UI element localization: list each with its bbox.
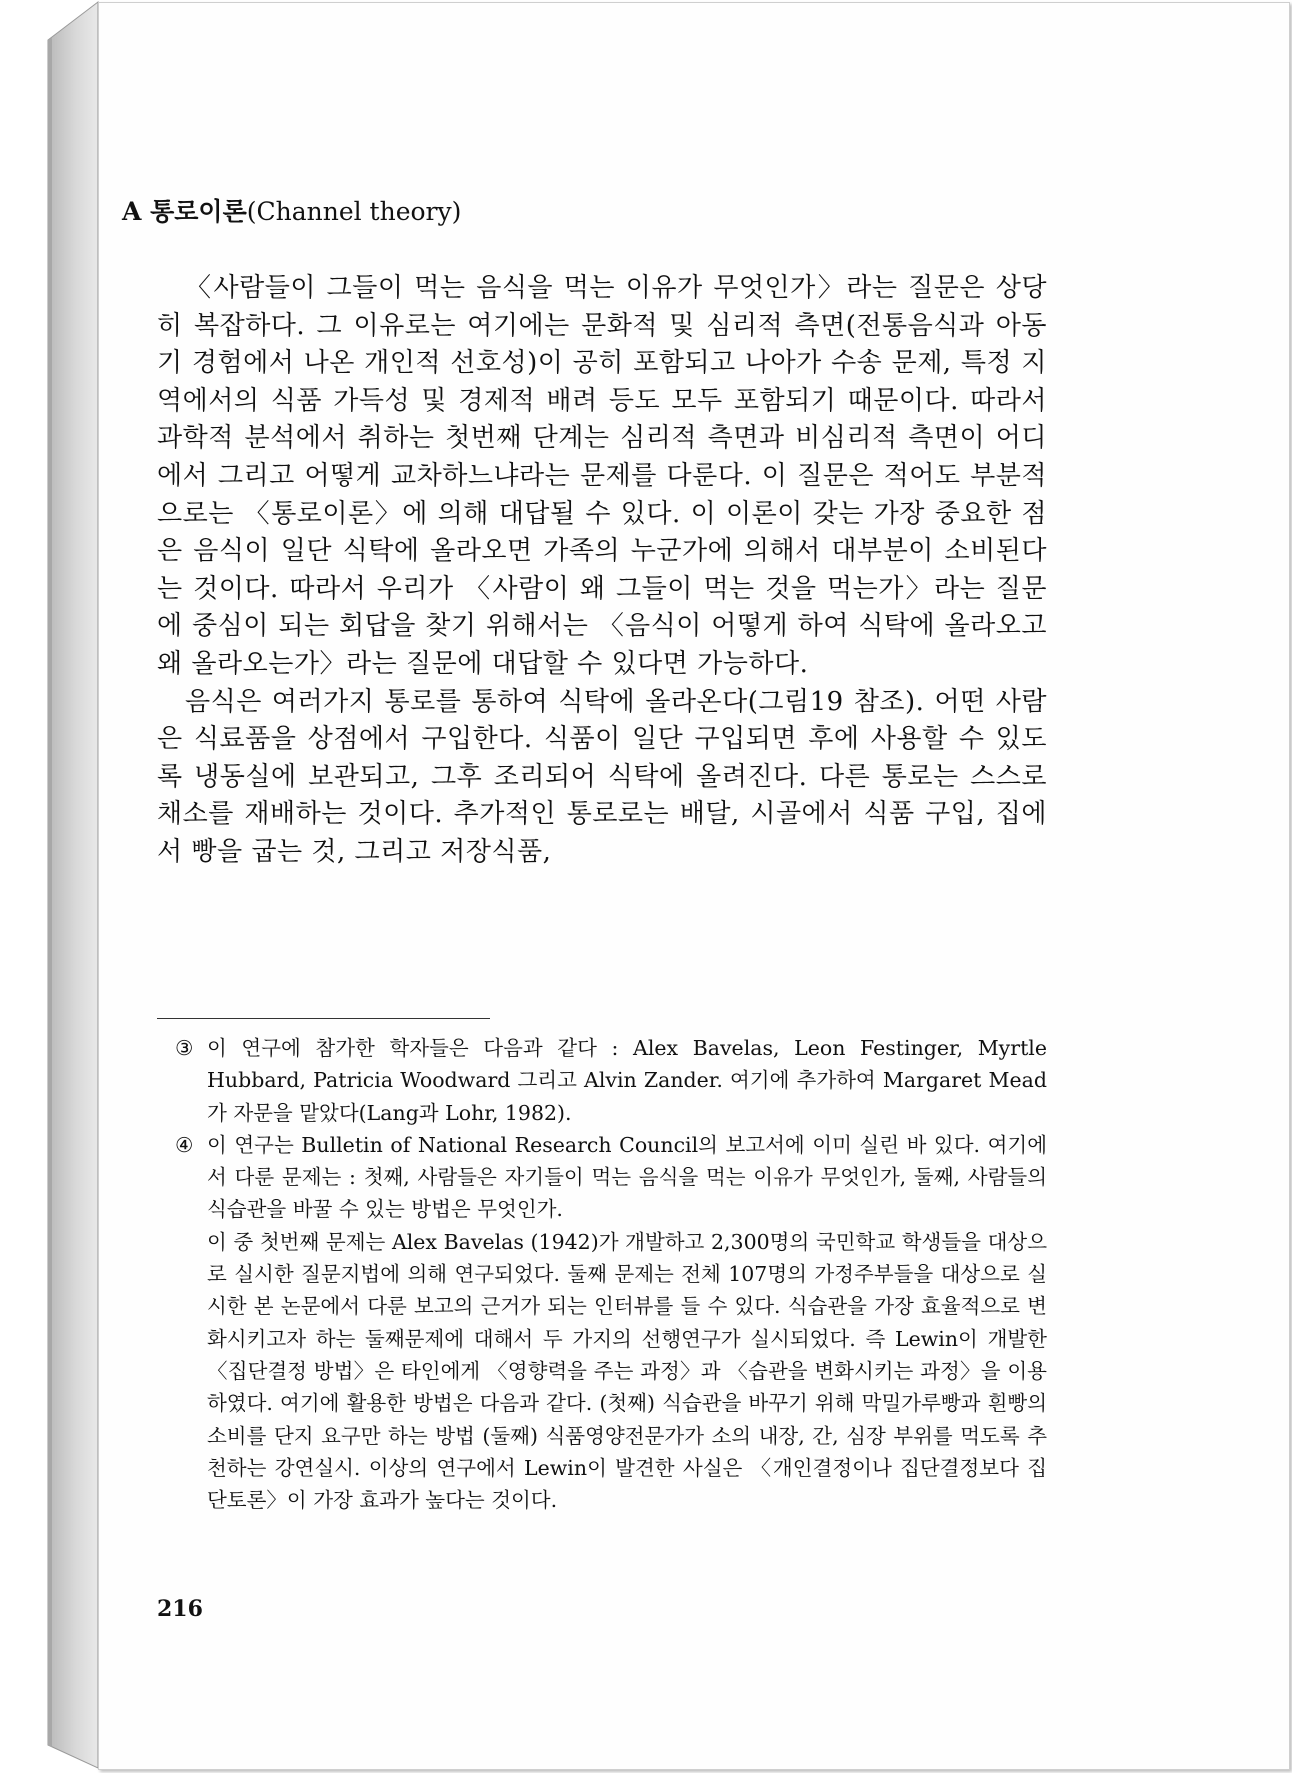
- footnote-marker: ④: [175, 1132, 194, 1157]
- book-spine: [0, 0, 100, 1773]
- page-number: 216: [157, 1596, 203, 1622]
- heading-label: A: [122, 197, 142, 226]
- heading-korean: 통로이론: [150, 197, 247, 226]
- footnote-marker: ③: [175, 1036, 194, 1060]
- body-text: [157, 270, 1047, 872]
- body-paragraph: 음식은 여러가지 통로를 통하여 식탁에 올라온다(그림19 참조). 어떤 사람은 식료품을 상점에서 구입한다. 식품이 일단 구입되면 후에 사용할 수 있도록 냉동실에 보관되고, 그후 조리되어 식탁에 올려진다. 다른 통로는 스스로 채소를 재배하는 것이다. 추가적인 통로로는 배달, 시골에서 식품 구입, 집에서 빵을 굽는 것, 그리고 저장식품,: [157, 686, 1047, 867]
- footnotes: [175, 1032, 1047, 1516]
- section-heading: [122, 192, 461, 228]
- body-paragraph: 〈사람들이 그들이 먹는 음식을 먹는 이유가 무엇인가〉라는 질문은 상당히 복잡하다. 그 이유로는 여기에는 문화적 및 심리적 측면(전통음식과 아동기 경험에서 나온 개인적 선호성)이 공히 포함되고 나아가 수송 문제, 특정 지역에서의 식품 가득성 및 경제적 배려 등도 모두 포함되기 때문이다. 따라서 과학적 분석에서 취하는 첫번째 단계는 심리적 측면과 비심리적 측면이 어디에서 그리고 어떻게 교차하느냐라는 문제를 다룬다. 이 질문은 적어도 부분적으로는 〈통로이론〉에 의해 대답될 수 있다. 이 이론이 갖는 가장 중요한 점은 음식이 일단 식탁에 올라오면 가족의 누군가에 의해서 대부분이 소비된다는 것이다. 따라서 우리가 〈사람이 왜 그들이 먹는 것을 먹는가〉라는 질문에 중심이 되는 회답을 찾기 위해서는 〈음식이 어떻게 하여 식탁에 올라오고 왜 올라오는가〉라는 질문에 대답할 수 있다면 가능하다.: [157, 273, 1047, 679]
- footnote-text: 이 연구에 참가한 학자들은 다음과 같다 : Alex Bavelas, Leon Festinger, Myrtle Hubbard, Patricia Woodward 그리고 Alvin Zander. 여기에 추가하여 Margaret Mead가 자문을 맡았다(Lang과 Lohr, 1982).: [207, 1036, 1047, 1125]
- footnote-text: 이 중 첫번째 문제는 Alex Bavelas (1942)가 개발하고 2,300명의 국민학교 학생들을 대상으로 실시한 질문지법에 의해 연구되었다. 둘째 문제는 전체 107명의 가정주부들을 대상으로 실시한 본 논문에서 다룬 보고의 근거가 되는 인터뷰를 들 수 있다. 식습관을 가장 효율적으로 변화시키고자 하는 둘째문제에 대해서 두 가지의 선행연구가 실시되었다. 즉 Lewin이 개발한 〈집단결정 방법〉은 타인에게 〈영향력을 주는 과정〉과 〈습관을 변화시키는 과정〉을 이용하였다. 여기에 활용한 방법은 다음과 같다. (첫째) 식습관을 바꾸기 위해 막밀가루빵과 흰빵의 소비를 단지 요구만 하는 방법 (둘째) 식품영양전문가가 소의 내장, 간, 심장 부위를 먹도록 추천하는 강연실시. 이상의 연구에서 Lewin이 발견한 사실은 〈개인결정이나 집단결정보다 집단토론〉이 가장 효과가 높다는 것이다.: [207, 1229, 1047, 1513]
- footnote: [175, 1129, 1047, 1517]
- footnote-divider: [157, 1018, 490, 1019]
- footnote-text: 이 연구는 Bulletin of National Research Council의 보고서에 이미 실린 바 있다. 여기에서 다룬 문제는 : 첫째, 사람들은 자기들이 먹는 음식을 먹는 이유가 무엇인가, 둘째, 사람들의 식습관을 바꿀 수 있는 방법은 무엇인가.: [207, 1132, 1047, 1222]
- footnote: [175, 1032, 1047, 1129]
- heading-english: (Channel theory): [246, 197, 462, 226]
